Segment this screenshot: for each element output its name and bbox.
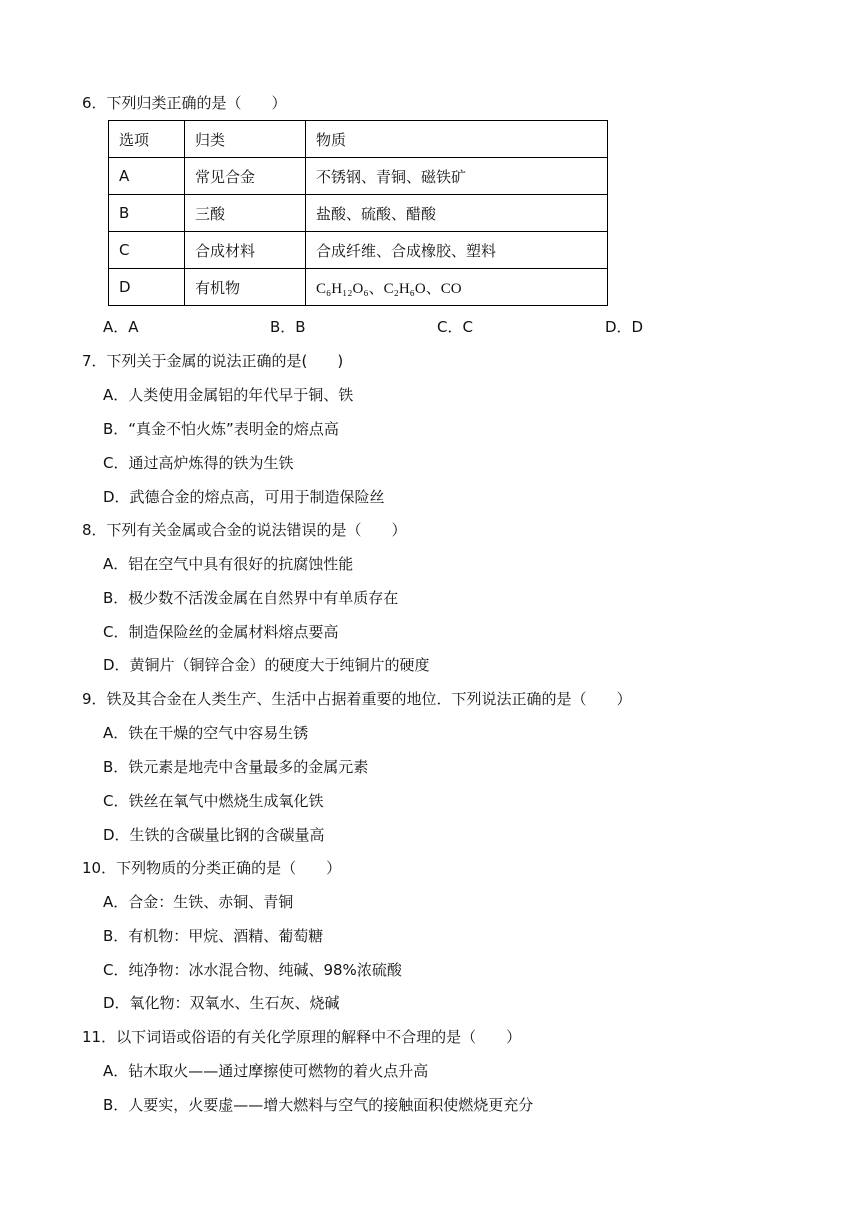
q8-option-a[interactable]: A．铝在空气中具有很好的抗腐蚀性能 [103, 555, 354, 573]
q10-option-c[interactable]: C．纯净物：冰水混合物、纯碱、98%浓硫酸 [103, 961, 402, 979]
table-cell: A [109, 158, 185, 195]
table-cell: 合成材料 [185, 232, 306, 269]
table-cell: 合成纤维、合成橡胶、塑料 [306, 232, 608, 269]
question-7-title: 7．下列关于金属的说法正确的是( ) [82, 352, 344, 370]
question-6-title: 6．下列归类正确的是（ ） [82, 94, 287, 112]
q9-option-b[interactable]: B．铁元素是地壳中含量最多的金属元素 [103, 758, 369, 776]
q7-option-d[interactable]: D．武德合金的熔点高，可用于制造保险丝 [103, 488, 385, 506]
q6-option-a[interactable]: A．A [103, 318, 139, 336]
q7-option-a[interactable]: A．人类使用金属铝的年代早于铜、铁 [103, 386, 354, 404]
q10-option-b[interactable]: B．有机物：甲烷、酒精、葡萄糖 [103, 927, 324, 945]
q8-option-c[interactable]: C．制造保险丝的金属材料熔点要高 [103, 623, 339, 641]
q6-option-d[interactable]: D．D [605, 318, 644, 336]
table-cell: 常见合金 [185, 158, 306, 195]
q11-option-b[interactable]: B．人要实，火要虚——增大燃料与空气的接触面积使燃烧更充分 [103, 1096, 534, 1114]
q9-option-d[interactable]: D．生铁的含碳量比钢的含碳量高 [103, 826, 325, 844]
classification-table [108, 120, 608, 306]
table-cell: 有机物 [185, 269, 306, 306]
question-8-title: 8．下列有关金属或合金的说法错误的是（ ） [82, 521, 407, 539]
table-cell: D [109, 269, 185, 306]
q8-option-d[interactable]: D．黄铜片（铜锌合金）的硬度大于纯铜片的硬度 [103, 656, 430, 674]
q11-option-a[interactable]: A．钻木取火——通过摩擦使可燃物的着火点升高 [103, 1062, 429, 1080]
q8-option-b[interactable]: B．极少数不活泼金属在自然界中有单质存在 [103, 589, 399, 607]
table-cell-formula: C₆H₁₂O₆、C₂H₆O、CO [306, 269, 608, 306]
table-header-cell: 归类 [185, 121, 306, 158]
q10-option-d[interactable]: D．氧化物：双氧水、生石灰、烧碱 [103, 994, 340, 1012]
table-cell: C [109, 232, 185, 269]
question-11-title: 11．以下词语或俗语的有关化学原理的解释中不合理的是（ ） [82, 1028, 522, 1046]
table-header-row [109, 121, 608, 158]
question-10-title: 10．下列物质的分类正确的是（ ） [82, 859, 342, 877]
q10-option-a[interactable]: A．合金：生铁、赤铜、青铜 [103, 893, 294, 911]
table-cell: B [109, 195, 185, 232]
table-row [109, 232, 608, 269]
q9-option-c[interactable]: C．铁丝在氧气中燃烧生成氧化铁 [103, 792, 324, 810]
table-row [109, 195, 608, 232]
question-9-title: 9．铁及其合金在人类生产、生活中占据着重要的地位．下列说法正确的是（ ） [82, 690, 632, 708]
q6-option-b[interactable]: B．B [270, 318, 306, 336]
q9-option-a[interactable]: A．铁在干燥的空气中容易生锈 [103, 724, 309, 742]
table-cell: 三酸 [185, 195, 306, 232]
table-cell: 不锈钢、青铜、磁铁矿 [306, 158, 608, 195]
table-header-cell: 选项 [109, 121, 185, 158]
table-row [109, 158, 608, 195]
table-cell: 盐酸、硫酸、醋酸 [306, 195, 608, 232]
table-header-cell: 物质 [306, 121, 608, 158]
q7-option-c[interactable]: C．通过高炉炼得的铁为生铁 [103, 454, 294, 472]
q6-option-c[interactable]: C．C [437, 318, 473, 336]
q7-option-b[interactable]: B．“真金不怕火炼”表明金的熔点高 [103, 420, 339, 438]
table-row [109, 269, 608, 306]
